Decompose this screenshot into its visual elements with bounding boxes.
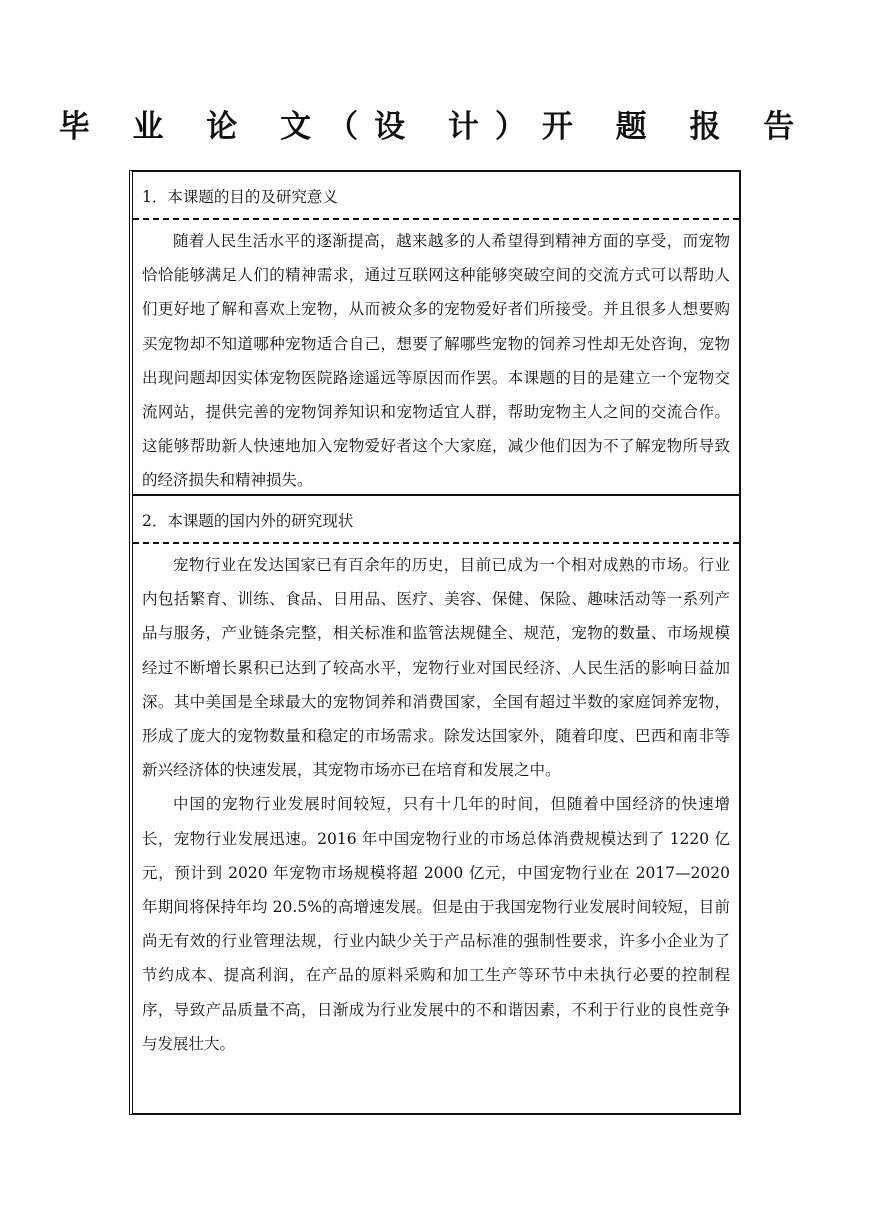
report-form-table (129, 170, 741, 1115)
report-title: 毕 业 论 文（设 计）开 题 报 告 (58, 109, 811, 145)
section-heading: 2．本课题的国内外的研究现状 (142, 512, 354, 530)
section-research-status (133, 496, 739, 1113)
section-body (142, 224, 730, 498)
section-heading: 1．本课题的目的及研究意义 (142, 188, 338, 206)
paragraph: 随着人民生活水平的逐渐提高，越来越多的人希望得到精神方面的享受，而宠物恰恰能够满足人们的精神需求，通过互联网这种能够突破空间的交流方式可以帮助人们更好地了解和喜欢上宠物，从而被众多的宠物爱好者们所接受。并且很多人想要购买宠物却不知道哪种宠物适合自己，想要了解哪些宠物的饲养习性却无处咨询，宠物出现问题却因实体宠物医院路途遥远等原因而作罢。本课题的目的是建立一个宠物交流网站，提供完善的宠物饲养知识和宠物适宜人群，帮助宠物主人之间的交流合作。这能够帮助新人快速地加入宠物爱好者这个大家庭，减少他们因为不了解宠物所导致的经济损失和精神损失。 (142, 232, 730, 490)
dashed-divider (133, 542, 739, 544)
paragraph: 宠物行业在发达国家已有百余年的历史，目前已成为一个相对成熟的市场。行业内包括繁育、训练、食品、日用品、医疗、美容、保健、保险、趣味活动等一系列产品与服务，产业链条完整，相关标准和监管法规健全、规范，宠物的数量、市场规模经过不断增长累积已达到了较高水平，宠物行业对国民经济、人民生活的影响日益加深。其中美国是全球最大的宠物饲养和消费国家，全国有超过半数的家庭饲养宠物，形成了庞大的宠物数量和稳定的市场需求。除发达国家外，随着印度、巴西和南非等新兴经济体的快速发展，其宠物市场亦已在培育和发展之中。 (142, 556, 730, 780)
section-research-purpose (133, 172, 739, 496)
section-body (142, 548, 730, 1061)
paragraph: 中国的宠物行业发展时间较短，只有十几年的时间，但随着中国经济的快速增长，宠物行业发展迅速。2016 年中国宠物行业的市场总体消费规模达到了 1220 亿元，预计到 2020 年宠物市场规模将超 2000 亿元，中国宠物行业在 2017—2020 年期间将保持年均 20.5%的高增速发展。但是由于我国宠物行业发展时间较短，目前尚无有效的行业管理法规，行业内缺少关于产品标准的强制性要求，许多小企业为了节约成本、提高利润，在产品的原料采购和加工生产等环节中未执行必要的控制程序，导致产品质量不高，日渐成为行业发展中的不和谐因素，不利于行业的良性竞争与发展壮大。 (142, 795, 730, 1053)
dashed-divider (133, 218, 739, 220)
